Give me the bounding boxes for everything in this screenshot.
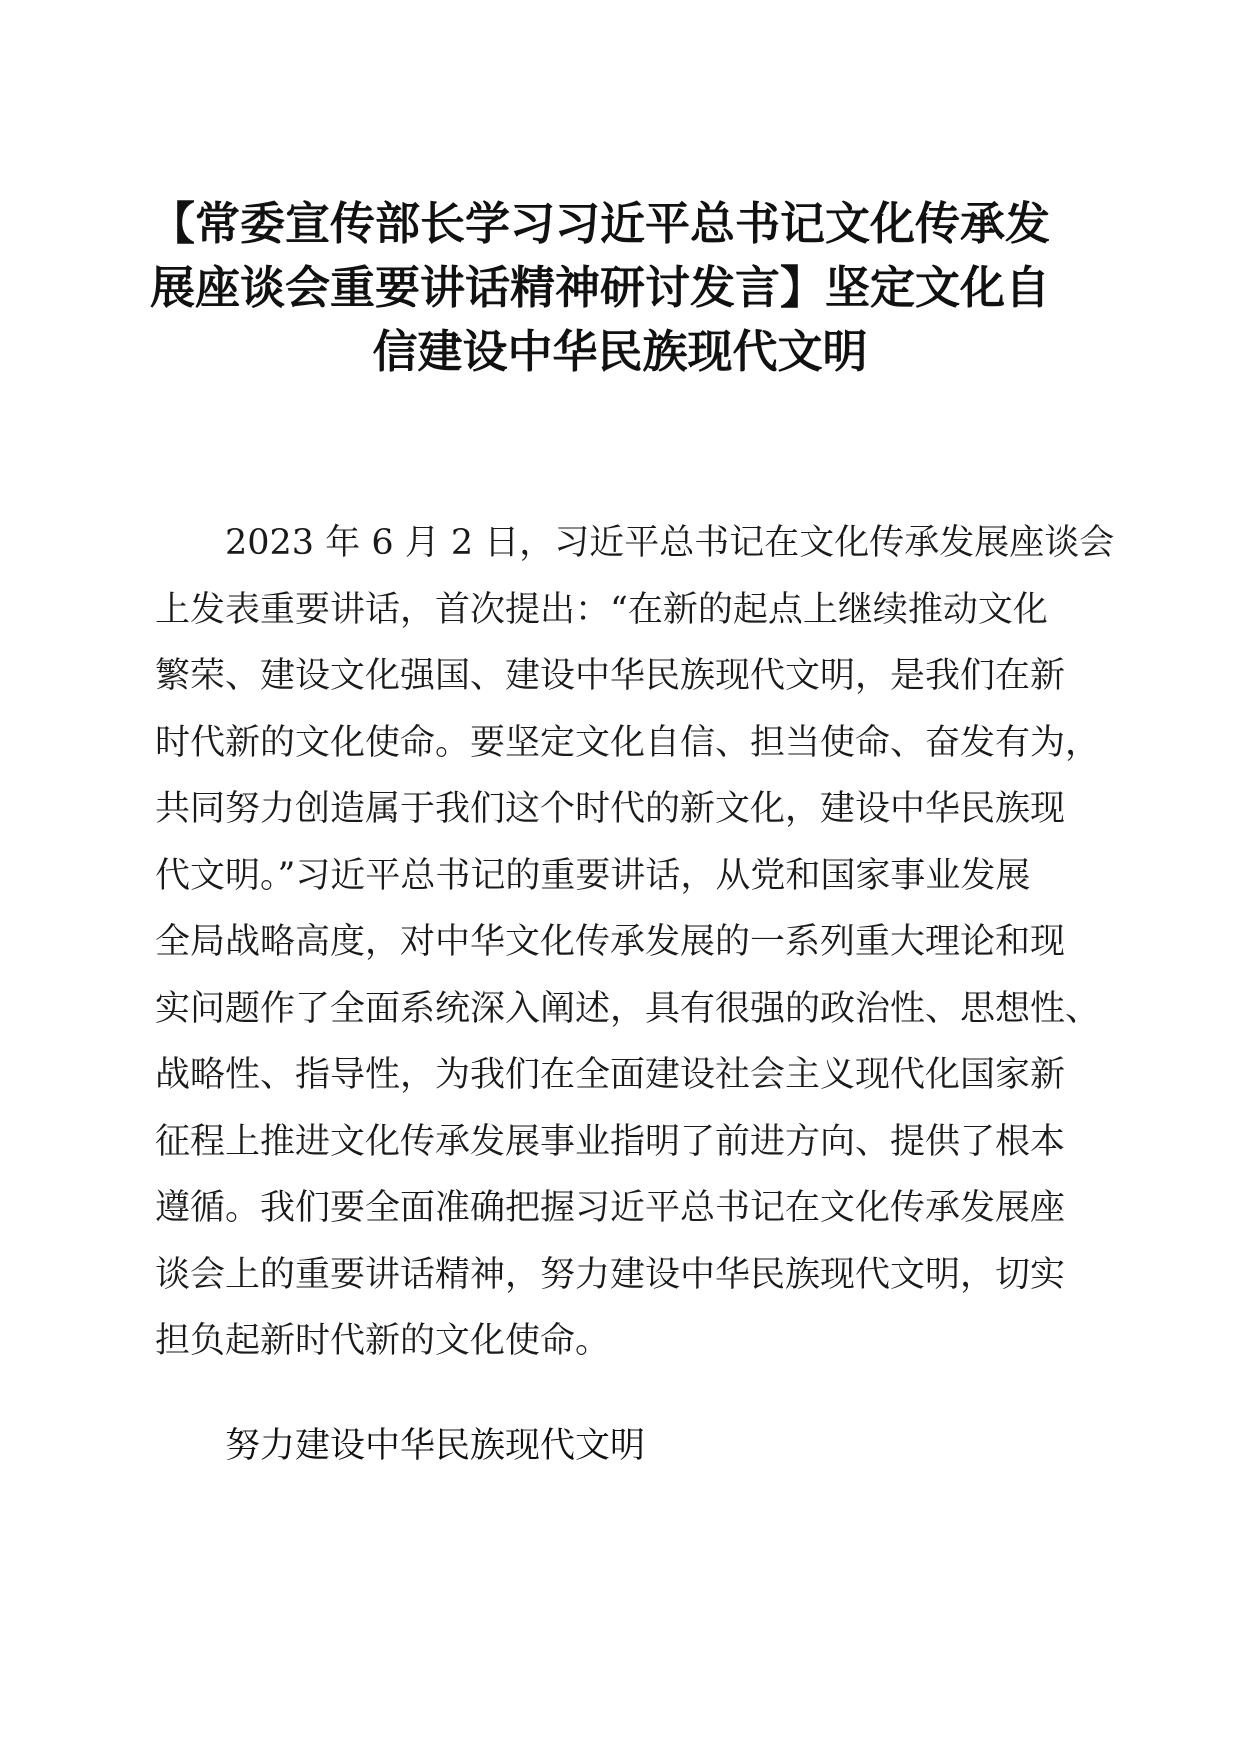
section-heading: 努力建设中华民族现代文明: [225, 1426, 646, 1466]
paragraph-line: 战略性、指导性，为我们在全面建设社会主义现代化国家新: [155, 1055, 1066, 1095]
title-line: 信建设中华民族现代文明: [372, 325, 868, 378]
title-line: 【常委宣传部长学习习近平总书记文化传承发: [150, 197, 1051, 250]
paragraph-line: 时代新的文化使命。要坚定文化自信、担当使命、奋发有为，: [155, 722, 1101, 763]
paragraph-line: 代文明。”习近平总书记的重要讲话，从党和国家事业发展: [155, 855, 1031, 896]
paragraph-line: 担负起新时代新的文化使命。: [155, 1321, 611, 1361]
paragraph-line: 征程上推进文化传承发展事业指明了前进方向、提供了根本: [155, 1121, 1066, 1162]
paragraph-line: 全局战略高度，对中华文化传承发展的一系列重大理论和现: [155, 922, 1066, 962]
document-title: [150, 192, 1090, 384]
paragraph-line: 上发表重要讲话，首次提出：“在新的起点上继续推动文化: [155, 589, 1048, 630]
paragraph-line: 2023 年 6 月 2 日，习近平总书记在文化传承发展座谈会: [225, 523, 1115, 563]
paragraph-line: 遵循。我们要全面准确把握习近平总书记在文化传承发展座: [155, 1188, 1066, 1228]
paragraph-line: 谈会上的重要讲话精神，努力建设中华民族现代文明，切实: [155, 1254, 1066, 1295]
title-line: 展座谈会重要讲话精神研讨发言】坚定文化自: [150, 261, 1051, 314]
paragraph-line: 共同努力创造属于我们这个时代的新文化，建设中华民族现: [155, 789, 1066, 829]
intro-paragraph: [155, 510, 1115, 1375]
paragraph-line: 实问题作了全面系统深入阐述，具有很强的政治性、思想性、: [155, 988, 1101, 1029]
paragraph-line: 繁荣、建设文化强国、建设中华民族现代文明，是我们在新: [155, 656, 1066, 696]
